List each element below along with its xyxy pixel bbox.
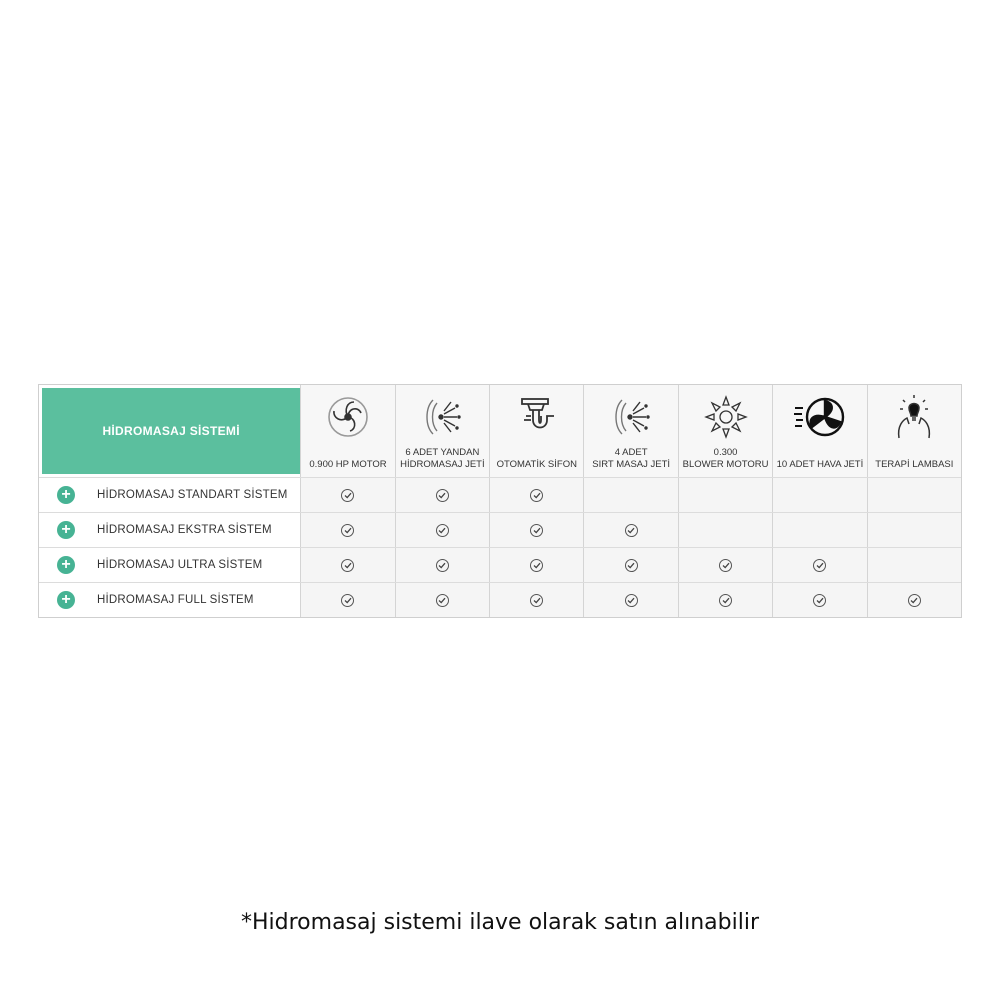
feature-cell xyxy=(772,583,866,617)
header-row xyxy=(39,385,961,477)
row-header xyxy=(39,583,300,617)
feature-cell xyxy=(300,583,394,617)
check-circle-icon xyxy=(719,594,732,607)
check-circle-icon xyxy=(530,489,543,502)
siphon-icon xyxy=(507,391,567,443)
system-label: HİDROMASAJ ULTRA SİSTEM xyxy=(97,559,263,571)
feature-column-lamp xyxy=(867,385,961,477)
feature-cell xyxy=(300,478,394,512)
row-header xyxy=(39,548,300,582)
therapy-lamp-icon xyxy=(884,391,944,443)
check-circle-icon xyxy=(625,559,638,572)
feature-cell xyxy=(300,548,394,582)
check-circle-icon xyxy=(436,524,449,537)
feature-cell xyxy=(867,513,961,547)
feature-cell xyxy=(772,478,866,512)
feature-cell xyxy=(678,583,772,617)
feature-cell xyxy=(583,583,677,617)
feature-column-blower xyxy=(678,385,772,477)
whirlpool-icon xyxy=(318,391,378,443)
plus-icon[interactable]: + xyxy=(57,486,75,504)
table-row xyxy=(39,547,961,582)
feature-cell xyxy=(583,478,677,512)
system-label: HİDROMASAJ STANDART SİSTEM xyxy=(97,489,288,501)
feature-cell xyxy=(678,513,772,547)
feature-cell xyxy=(489,513,583,547)
feature-cell xyxy=(489,583,583,617)
feature-cell xyxy=(678,478,772,512)
plus-icon[interactable]: + xyxy=(57,521,75,539)
check-circle-icon xyxy=(625,594,638,607)
feature-cell xyxy=(395,583,489,617)
check-circle-icon xyxy=(341,524,354,537)
feature-cell xyxy=(583,548,677,582)
feature-column-motor xyxy=(300,385,394,477)
check-circle-icon xyxy=(530,594,543,607)
check-circle-icon xyxy=(341,489,354,502)
feature-cell xyxy=(678,548,772,582)
feature-cell xyxy=(867,478,961,512)
system-label: HİDROMASAJ EKSTRA SİSTEM xyxy=(97,524,272,536)
table-row xyxy=(39,582,961,617)
feature-label: 10 ADET HAVA JETİ xyxy=(776,459,864,470)
feature-label: 0.300 BLOWER MOTORU xyxy=(682,447,769,470)
feature-cell xyxy=(867,583,961,617)
feature-column-back-jet xyxy=(583,385,677,477)
feature-label: OTOMATİK SİFON xyxy=(496,459,577,470)
side-jet-icon xyxy=(412,391,472,443)
feature-cell xyxy=(583,513,677,547)
feature-cell xyxy=(772,548,866,582)
feature-cell xyxy=(395,478,489,512)
air-fan-icon xyxy=(790,391,850,443)
back-jet-icon xyxy=(601,391,661,443)
table-row xyxy=(39,477,961,512)
check-circle-icon xyxy=(813,594,826,607)
check-circle-icon xyxy=(436,489,449,502)
check-circle-icon xyxy=(813,559,826,572)
check-circle-icon xyxy=(341,594,354,607)
comparison-table xyxy=(38,384,962,618)
feature-label: 4 ADET SIRT MASAJ JETİ xyxy=(592,447,671,470)
system-label: HİDROMASAJ FULL SİSTEM xyxy=(97,594,254,606)
footnote: *Hidromasaj sistemi ilave olarak satın alınabilir xyxy=(241,910,759,935)
check-circle-icon xyxy=(908,594,921,607)
feature-cell xyxy=(489,548,583,582)
feature-label: 0.900 HP MOTOR xyxy=(309,459,387,470)
feature-label: TERAPİ LAMBASI xyxy=(875,459,954,470)
check-circle-icon xyxy=(719,559,732,572)
table-title: HİDROMASAJ SİSTEMİ xyxy=(42,388,300,474)
blower-icon xyxy=(696,391,756,443)
plus-icon[interactable]: + xyxy=(57,591,75,609)
feature-cell xyxy=(772,513,866,547)
plus-icon[interactable]: + xyxy=(57,556,75,574)
row-header xyxy=(39,478,300,512)
row-header xyxy=(39,513,300,547)
feature-cell xyxy=(395,513,489,547)
feature-cell xyxy=(489,478,583,512)
check-circle-icon xyxy=(625,524,638,537)
feature-label: 6 ADET YANDAN HİDROMASAJ JETİ xyxy=(400,447,485,470)
feature-cell xyxy=(395,548,489,582)
feature-cell xyxy=(867,548,961,582)
feature-column-air-jet xyxy=(772,385,866,477)
table-row xyxy=(39,512,961,547)
check-circle-icon xyxy=(436,594,449,607)
check-circle-icon xyxy=(436,559,449,572)
feature-cell xyxy=(300,513,394,547)
feature-column-siphon xyxy=(489,385,583,477)
check-circle-icon xyxy=(341,559,354,572)
check-circle-icon xyxy=(530,559,543,572)
feature-column-side-jet xyxy=(395,385,489,477)
check-circle-icon xyxy=(530,524,543,537)
